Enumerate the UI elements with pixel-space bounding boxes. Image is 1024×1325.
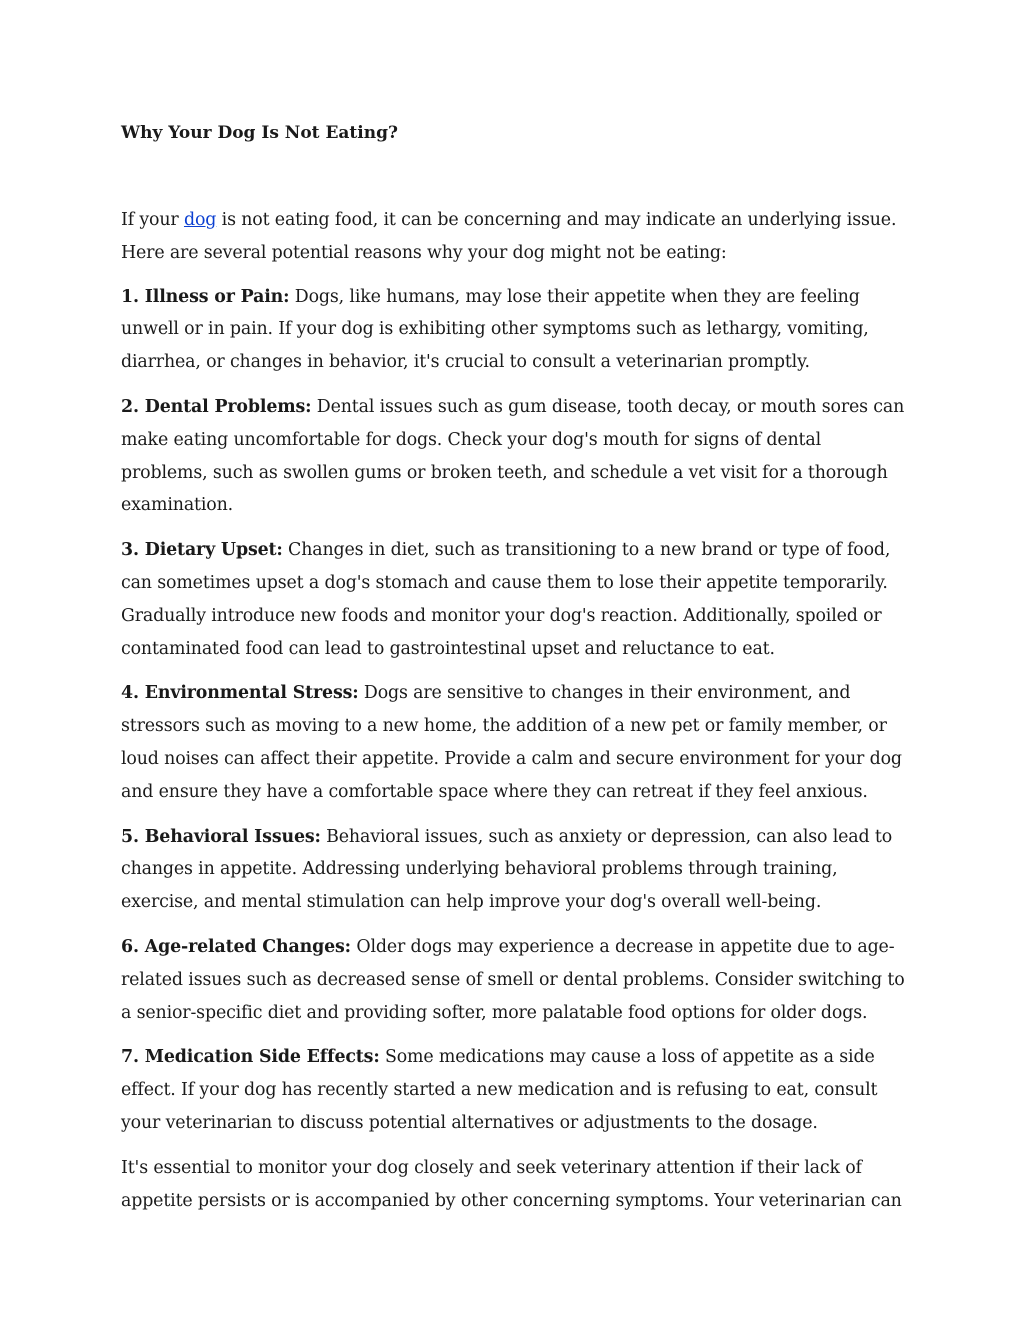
intro-text-after: is not eating food, it can be concerning and may indicate an underlying issue. Here are several potential reasons why your dog might not be eating: [121,210,897,263]
reason-label: 7. Medication Side Effects: [121,1047,380,1068]
reason-label: 4. Environmental Stress: [121,683,359,704]
reason-label: 1. Illness or Pain: [121,286,290,307]
reason-label: 2. Dental Problems: [121,396,312,417]
reason-paragraph-medication [121,1041,911,1139]
reason-text: Dogs, like humans, may lose their appetite when they are feeling unwell or in pain. If your dog is exhibiting other symptoms such as lethargy, vomiting, diarrhea, or changes in behavior, it's crucial to consult a veterinarian promptly. [121,286,869,373]
intro-paragraph [121,204,911,270]
reason-paragraph-illness [121,281,911,379]
closing-paragraph: It's essential to monitor your dog closely and seek veterinary attention if their lack of appetite persists or is accompanied by other concerning symptoms. Your veterinarian can [121,1157,902,1211]
reason-text: Dogs are sensitive to changes in their environment, and stressors such as moving to a new home, the addition of a new pet or family member, or loud noises can affect their appetite. Provide a calm and secure environment for your dog and ensure they have a comfortable space where they can retreat if they feel anxious. [121,683,902,802]
document-title: Why Your Dog Is Not Eating? [121,123,398,143]
reason-paragraph-dietary [121,534,911,665]
reason-text: Some medications may cause a loss of appetite as a side effect. If your dog has recently started a new medication and is refusing to eat, consult your veterinarian to discuss potential alternatives or adjustments to the dosage. [121,1047,878,1133]
intro-text-before: If your [121,210,184,230]
reason-label: 3. Dietary Upset: [121,540,283,561]
dog-link[interactable]: dog [183,210,217,230]
reason-paragraph-environmental [121,677,911,808]
reason-text: Changes in diet, such as transitioning to a new brand or type of food, can sometimes upset a dog's stomach and cause them to lose their appetite temporarily. Gradually introduce new foods and monitor your dog's reaction. Additionally, spoiled or contaminated food can lead to gastrointestinal upset and reluctance to eat. [121,540,891,659]
reason-paragraph-behavioral [121,821,911,919]
reason-label: 5. Behavioral Issues: [121,826,321,847]
reason-text: Behavioral issues, such as anxiety or depression, can also lead to changes in appetite. Addressing underlying behavioral problems through training, exercise, and mental stimulation can help improve your dog's overall well-being. [121,826,893,913]
reason-label: 6. Age-related Changes: [121,936,351,957]
reason-paragraph-age [121,931,911,1029]
reason-text: Older dogs may experience a decrease in appetite due to age-related issues such as decreased sense of smell or dental problems. Consider switching to a senior-specific diet and providing softer, more palatable food options for older dogs. [121,936,905,1023]
reason-paragraph-dental [121,391,911,522]
document-page [121,118,911,1229]
reason-text: Dental issues such as gum disease, tooth decay, or mouth sores can make eating uncomfortable for dogs. Check your dog's mouth for signs of dental problems, such as swollen gums or broken teeth, and schedule a vet visit for a thorough examination. [121,396,905,516]
